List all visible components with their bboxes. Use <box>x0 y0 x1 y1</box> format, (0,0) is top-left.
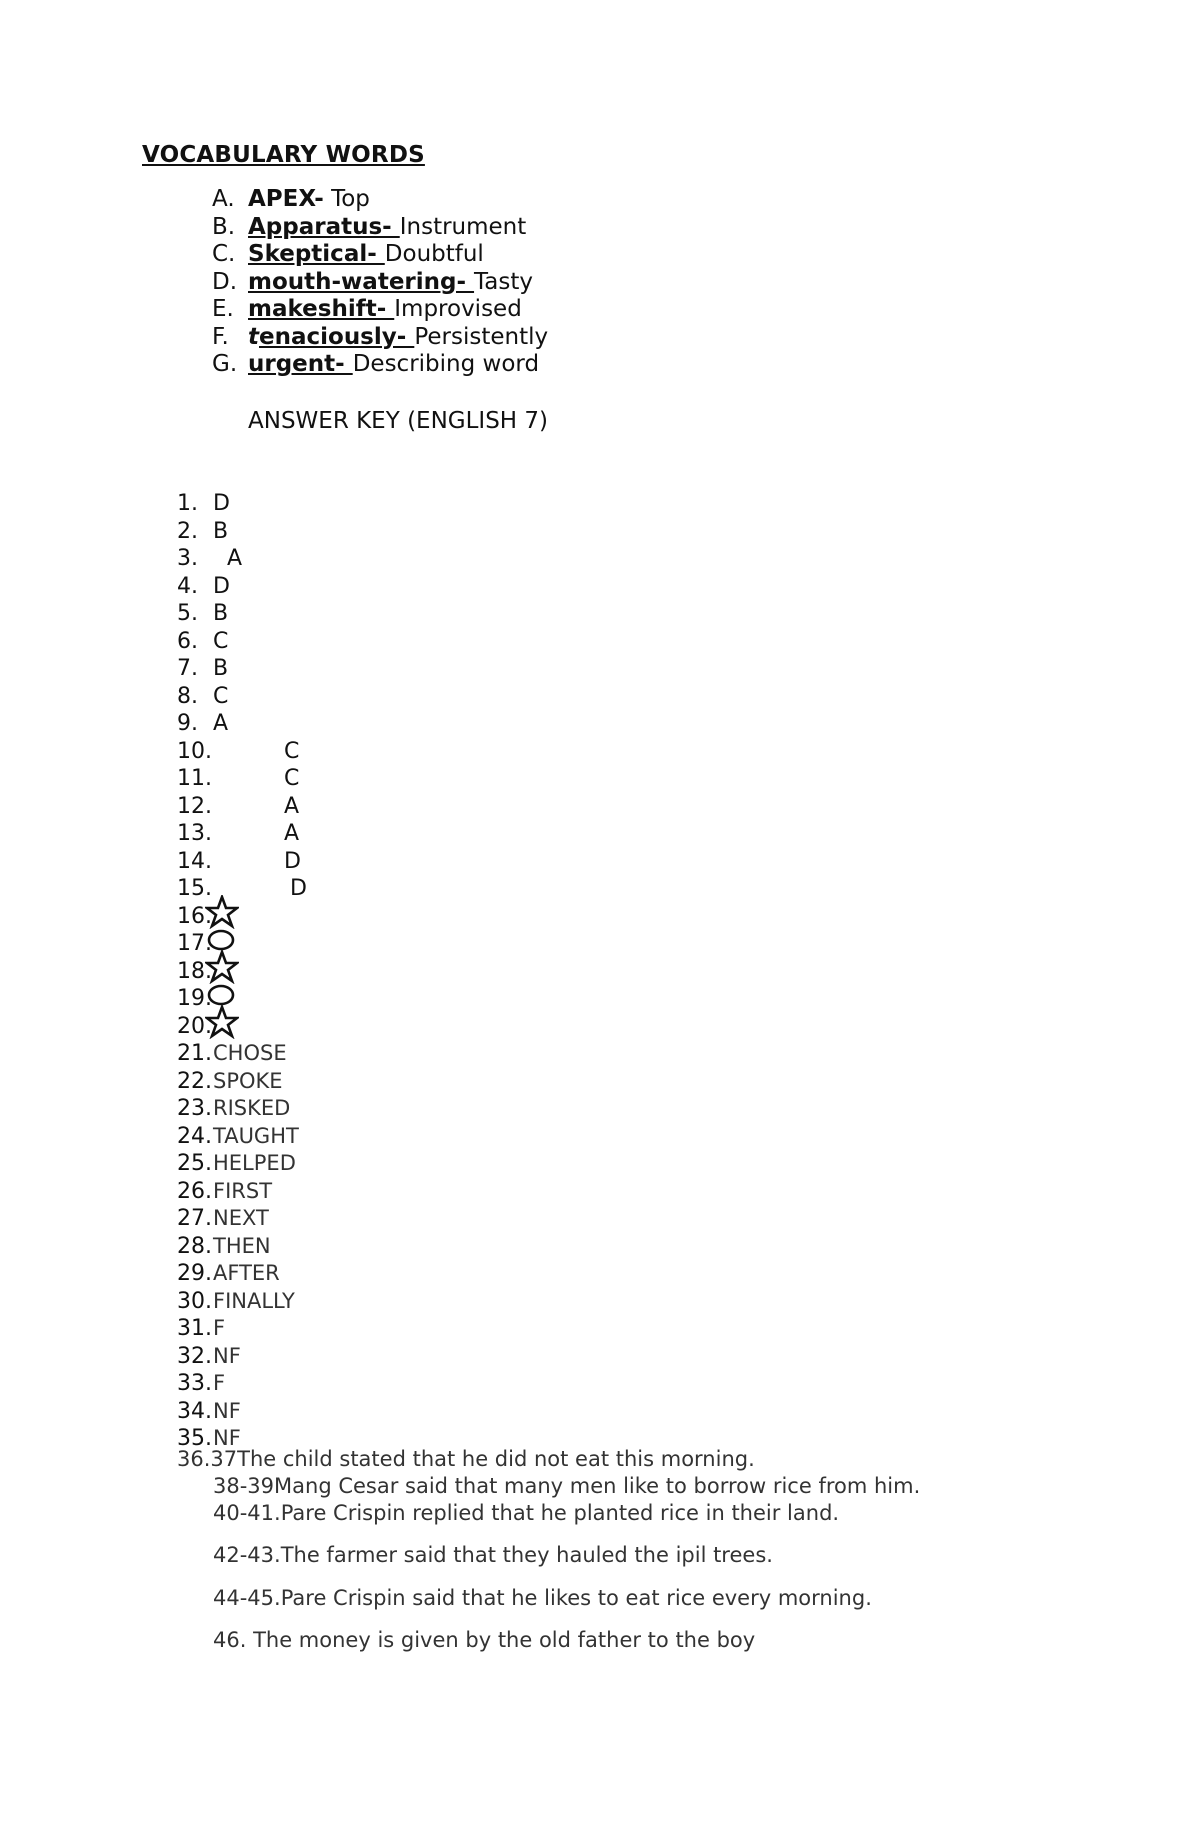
sentence-answer: 44-45.Pare Crispin said that he likes to eat rice every morning. <box>213 1586 872 1610</box>
answer-value: NF <box>213 1398 241 1423</box>
item-letter: D. <box>212 268 238 295</box>
answer-number: 6. <box>177 628 198 654</box>
answer-value: D <box>213 573 230 599</box>
answer-number: 32. <box>177 1343 212 1369</box>
answer-value: FINALLY <box>213 1288 295 1313</box>
vocab-term: Skeptical- <box>248 241 385 267</box>
answer-number: 21. <box>177 1041 212 1066</box>
vocab-definition: Instrument <box>399 213 527 240</box>
sentence-answer: 46. The money is given by the old father to the boy <box>213 1628 756 1652</box>
answer-number: 31. <box>177 1316 212 1341</box>
answer-number: 30. <box>177 1288 212 1314</box>
answer-value: HELPED <box>213 1151 296 1175</box>
vocab-definition: Persistently <box>414 323 549 350</box>
answer-number: 8. <box>177 683 198 709</box>
answer-value: B <box>213 656 229 681</box>
answer-number: 18. <box>177 958 212 984</box>
answer-value: NF <box>213 1426 241 1450</box>
vocab-term: APEX- <box>248 186 324 212</box>
answer-value: SPOKE <box>213 1068 283 1093</box>
list-item <box>212 269 548 297</box>
list-item <box>212 296 548 324</box>
answer-value: A <box>213 711 229 736</box>
answer-number: 15. <box>177 876 212 901</box>
answer-number: 24. <box>177 1123 212 1149</box>
answer-value: C <box>213 683 229 709</box>
answer-value: F <box>213 1371 226 1395</box>
answer-value: B <box>213 601 229 626</box>
answer-value: A <box>227 546 243 571</box>
sentence-answer: 40-41.Pare Crispin replied that he planted rice in their land. <box>213 1501 840 1525</box>
answer-value: THEN <box>213 1233 271 1258</box>
answer-value: D <box>284 848 301 874</box>
answer-number: 17. <box>177 931 212 956</box>
answer-number: 2. <box>177 518 198 544</box>
item-letter: A. <box>212 186 235 212</box>
item-letter: F. <box>212 323 229 350</box>
vocab-definition: Doubtful <box>384 241 484 267</box>
list-item <box>212 241 548 269</box>
list-item <box>212 351 548 379</box>
item-letter: G. <box>212 351 238 377</box>
vocab-term: urgent- <box>248 351 353 377</box>
answer-number: 20. <box>177 1013 212 1039</box>
vocab-term: enaciously- <box>259 323 415 350</box>
answer-value: D <box>290 876 307 901</box>
answer-number: 7. <box>177 656 198 681</box>
answer-value: FIRST <box>213 1178 273 1203</box>
vocab-term: mouth-watering- <box>248 268 475 295</box>
vocab-definition: Improvised <box>394 296 522 322</box>
item-letter: B. <box>212 213 236 240</box>
answer-number: 22. <box>177 1068 212 1094</box>
answer-number: 27. <box>177 1206 212 1231</box>
vocab-term: makeshift- <box>248 296 395 322</box>
answer-number: 10. <box>177 738 212 764</box>
vocab-definition: Tasty <box>474 268 533 295</box>
answer-value: AFTER <box>213 1261 280 1285</box>
answer-number: 29. <box>177 1261 212 1286</box>
answer-number: 14. <box>177 848 212 874</box>
item-letter: C. <box>212 241 236 267</box>
answer-number: 4. <box>177 573 198 599</box>
answer-value: NF <box>213 1343 241 1368</box>
list-item <box>212 324 548 352</box>
answer-value: TAUGHT <box>213 1123 299 1148</box>
answer-value: RISKED <box>213 1096 291 1120</box>
answer-number: 35. <box>177 1426 212 1451</box>
vocabulary-list <box>212 186 548 379</box>
answer-number: 3. <box>177 546 198 571</box>
star-icon <box>205 1005 239 1039</box>
answer-key-title: ANSWER KEY (ENGLISH 7) <box>248 408 549 434</box>
answer-value: A <box>284 793 300 819</box>
sentence-answer: 42-43.The farmer said that they hauled the ipil trees. <box>213 1543 773 1567</box>
answer-value: C <box>284 766 300 791</box>
answer-value: NEXT <box>213 1206 269 1230</box>
list-item <box>212 214 548 242</box>
answer-value: A <box>284 821 300 846</box>
answer-number: 25. <box>177 1151 212 1176</box>
answer-number: 19. <box>177 986 212 1011</box>
answer-value: F <box>213 1316 226 1340</box>
list-item <box>212 186 548 214</box>
answer-value: C <box>284 738 300 764</box>
answer-number: 9. <box>177 711 198 736</box>
sentence-answer: 38-39Mang Cesar said that many men like to borrow rice from him. <box>213 1474 921 1498</box>
answer-value: CHOSE <box>213 1041 287 1065</box>
vocab-definition: Describing word <box>352 351 540 377</box>
vocab-term-initial: t <box>248 323 259 350</box>
answer-number: 34. <box>177 1398 212 1424</box>
answer-value: B <box>213 518 229 544</box>
answer-value: C <box>213 628 229 654</box>
vocab-definition: Top <box>323 186 370 212</box>
sentence-answer: 36.37The child stated that he did not eat this morning. <box>177 1447 755 1471</box>
answer-number: 13. <box>177 821 212 846</box>
answer-number: 5. <box>177 601 198 626</box>
answer-number: 1. <box>177 491 198 516</box>
answer-number: 26. <box>177 1178 212 1204</box>
answer-number: 16. <box>177 903 212 929</box>
answer-number: 33. <box>177 1371 212 1396</box>
answer-number: 23. <box>177 1096 212 1121</box>
answer-number: 12. <box>177 793 212 819</box>
page-title: VOCABULARY WORDS <box>142 142 425 168</box>
answer-value: D <box>213 491 230 516</box>
answer-number: 11. <box>177 766 212 791</box>
answer-number: 28. <box>177 1233 212 1259</box>
item-letter: E. <box>212 296 234 322</box>
vocab-term: Apparatus- <box>248 213 400 240</box>
